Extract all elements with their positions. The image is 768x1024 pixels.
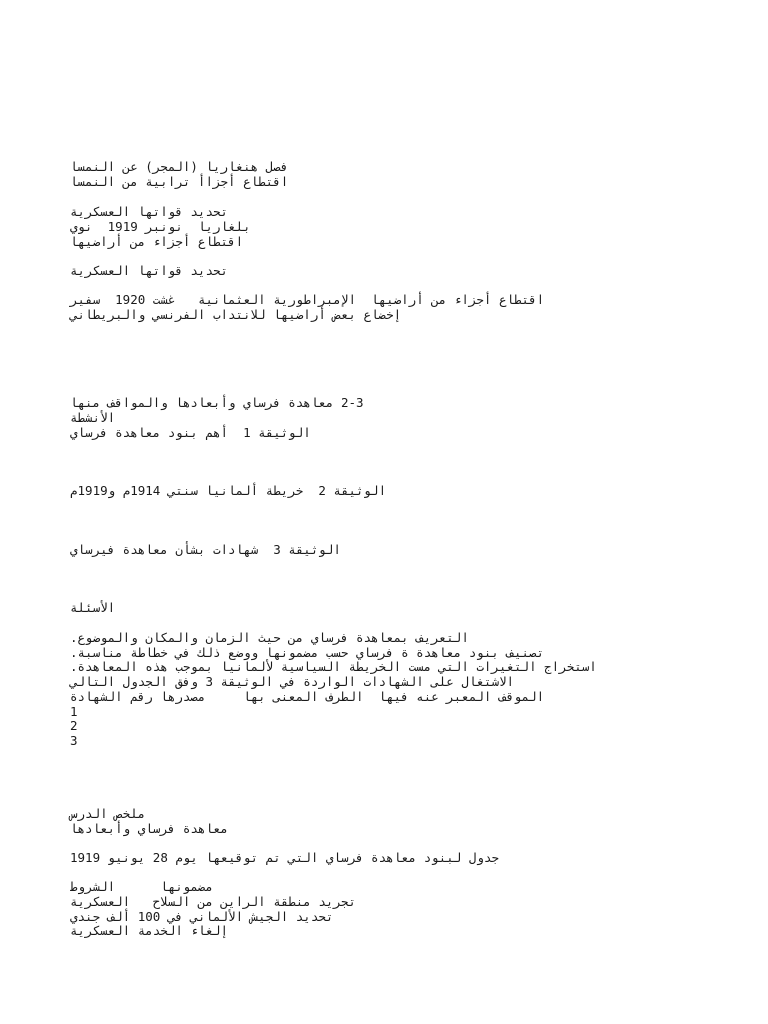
text-line: الوثيقة 3 شهادات بشأن معاهدة فيرساي: [70, 542, 341, 557]
text-line: فصل هنغاريا (المجر) عن النمسا: [70, 159, 289, 174]
table-row: 2: [70, 718, 78, 733]
table-header-row: الموقف المعبر عنه فيها الطرف المعنى بها مصدرها رقم الشهادة: [70, 689, 545, 704]
text-line: اقتطاع أجزاء من أراضيها: [70, 234, 244, 249]
table-row: تحديد الجيش الألماني في 100 ألف جندي: [70, 909, 334, 924]
table-row: 3: [70, 733, 78, 748]
summary-heading: ملخص الدرس: [70, 806, 146, 821]
text-line: جدول لبنود معاهدة فرساي التي تم توقيعها يوم 28 يونيو 1919: [70, 850, 499, 865]
text-line: بلغاريا نونبر 1919 نوي: [70, 219, 251, 234]
text-line: تحديد قواتها العسكرية: [70, 204, 229, 219]
section-heading: 2-3 معاهدة فرساي وأبعادها والمواقف منها: [70, 395, 364, 410]
questions-heading: الأسئلة: [70, 600, 116, 615]
table-row: 1: [70, 704, 78, 719]
text-line: معاهدة فرساي وأبعادها: [70, 821, 229, 836]
text-line: إخضاع بعض أراضيها للانتداب الفرنسي والبريطاني: [70, 307, 402, 322]
text-line: الوثيقة 1 أهم بنود معاهدة فرساي: [70, 425, 311, 440]
text-line: الوثيقة 2 خريطة ألمانيا سنتي 1914م و1919م: [70, 483, 387, 498]
text-line: اقتطاع أجزاء من أراضيها الإمبراطورية العثمانية غشت 1920 سفير: [70, 292, 545, 307]
text-line: الأنشطة: [70, 410, 116, 425]
question-item: الاشتغال على الشهادات الواردة في الوثيقة 3 وفق الجدول التالي: [70, 674, 515, 689]
table-row: إلغاء الخدمة العسكرية: [70, 923, 229, 938]
text-line: تحديد قواتها العسكرية: [70, 263, 229, 278]
question-item: تصنيف بنود معاهدة ة فرساي حسب مضمونها ووضع ذلك في خطاطة مناسبة.: [70, 645, 545, 660]
table-row: تجريد منطقة الراين من السلاح العسكرية: [70, 894, 356, 909]
question-item: استخراج التغيرات التي مست الخريطة السياسية لألمانيا بموجب هذه المعاهدة.: [70, 659, 597, 674]
table-header-row: مضمونها الشروط: [70, 879, 213, 894]
question-item: التعريف بمعاهدة فرساي من حيث الزمان والمكان والموضوع.: [70, 630, 469, 645]
text-line: اقتطاع أجزاأ ترابية من النمسا: [70, 174, 289, 189]
